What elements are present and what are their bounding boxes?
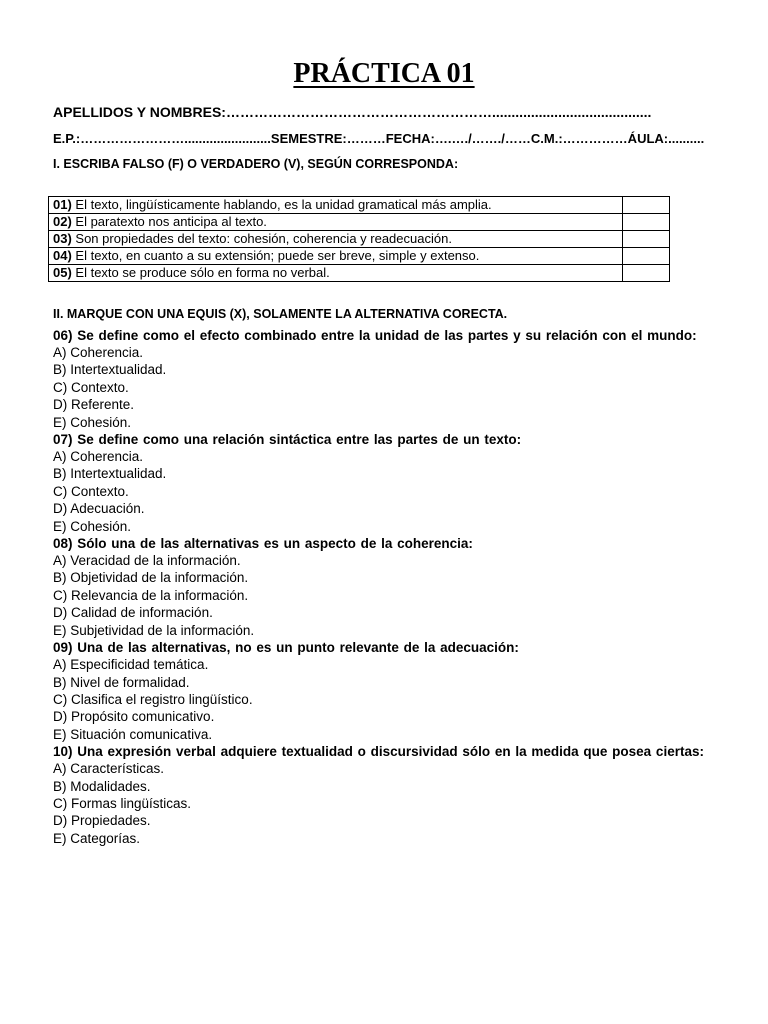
table-row [49,231,670,248]
option-d[interactable]: D) Adecuación. [53,501,145,517]
option-d[interactable]: D) Propiedades. [53,813,151,829]
true-false-table [48,196,670,282]
option-c[interactable]: C) Contexto. [53,379,129,395]
option-c[interactable]: C) Formas lingüísticas. [53,795,192,811]
option-c[interactable]: C) Relevancia de la información. [53,587,249,603]
names-field-line: APELLIDOS Y NOMBRES:…………………………………………………......................................... [53,104,652,120]
statement-text: El texto, lingüísticamente hablando, es la unidad gramatical más amplia. [71,197,492,212]
question-stem: 07) Se define como una relación sintáctica entre las partes de un texto: [53,432,522,448]
option-e[interactable]: E) Cohesión. [53,414,132,430]
statement-number: 02) [53,214,72,229]
statement-cell [49,231,623,248]
option-d[interactable]: D) Calidad de información. [53,605,213,621]
statement-cell [49,248,623,265]
option-e[interactable]: E) Categorías. [53,830,141,846]
option-d[interactable]: D) Referente. [53,397,135,413]
option-a[interactable]: A) Coherencia. [53,449,144,465]
question-10 [53,743,730,847]
question-stem: 06) Se define como el efecto combinado entre la unidad de las partes y su relación con el mundo: [53,328,697,343]
option-a[interactable]: A) Veracidad de la información. [53,553,241,569]
table-row [49,248,670,265]
option-b[interactable]: B) Objetividad de la información. [53,570,249,586]
table-row [49,197,670,214]
statement-number: 03) [53,231,72,246]
option-e[interactable]: E) Situación comunicativa. [53,726,213,742]
question-09 [53,639,730,743]
answer-cell[interactable] [623,214,670,231]
option-b[interactable]: B) Nivel de formalidad. [53,674,190,690]
statement-cell [49,265,623,282]
statement-number: 04) [53,248,72,263]
table-row [49,265,670,282]
question-stem: 10) Una expresión verbal adquiere textualidad o discursividad sólo en la medida que posea ciertas: [53,744,704,760]
option-b[interactable]: B) Intertextualidad. [53,362,167,378]
option-e[interactable]: E) Subjetividad de la información. [53,622,255,638]
question-06 [53,327,730,431]
statement-cell [49,214,623,231]
option-c[interactable]: C) Clasifica el registro lingüístico. [53,691,253,707]
option-e[interactable]: E) Cohesión. [53,518,132,534]
statement-number: 05) [53,265,72,280]
statement-cell [49,197,623,214]
option-b[interactable]: B) Modalidades. [53,778,151,794]
option-d[interactable]: D) Propósito comunicativo. [53,709,215,725]
answer-cell[interactable] [623,265,670,282]
question-07 [53,431,730,535]
question-08 [53,535,730,639]
option-a[interactable]: A) Características. [53,761,165,777]
statement-text: El texto se produce sólo en forma no verbal. [71,265,330,280]
statement-number: 01) [53,197,72,212]
option-a[interactable]: A) Coherencia. [53,345,144,360]
answer-cell[interactable] [623,197,670,214]
question-stem: 08) Sólo una de las alternativas es un aspecto de la coherencia: [53,536,473,552]
option-a[interactable]: A) Especificidad temática. [53,657,209,673]
option-c[interactable]: C) Contexto. [53,483,129,499]
statement-text: El texto, en cuanto a su extensión; puede ser breve, simple y extenso. [71,248,480,263]
answer-cell[interactable] [623,231,670,248]
question-stem: 09) Una de las alternativas, no es un punto relevante de la adecuación: [53,640,519,656]
question-list [53,327,730,847]
statement-text: Son propiedades del texto: cohesión, coherencia y readecuación. [71,231,452,246]
statement-text: El paratexto nos anticipa al texto. [71,214,267,229]
table-row [49,214,670,231]
option-b[interactable]: B) Intertextualidad. [53,466,167,482]
section2-heading: II. MARQUE CON UNA EQUIS (X), SOLAMENTE LA ALTERNATIVA CORECTA. [53,307,508,321]
section1-heading: I. ESCRIBA FALSO (F) O VERDADERO (V), SEGÚN CORRESPONDA: [53,157,459,171]
answer-cell[interactable] [623,248,670,265]
page-title: PRÁCTICA 01 [293,58,475,89]
ep-semester-date-line: E.P.:……………………........................SEMESTRE:………FECHA:….…./……./……C.M.:……………ÁULA:.......... [53,131,705,146]
